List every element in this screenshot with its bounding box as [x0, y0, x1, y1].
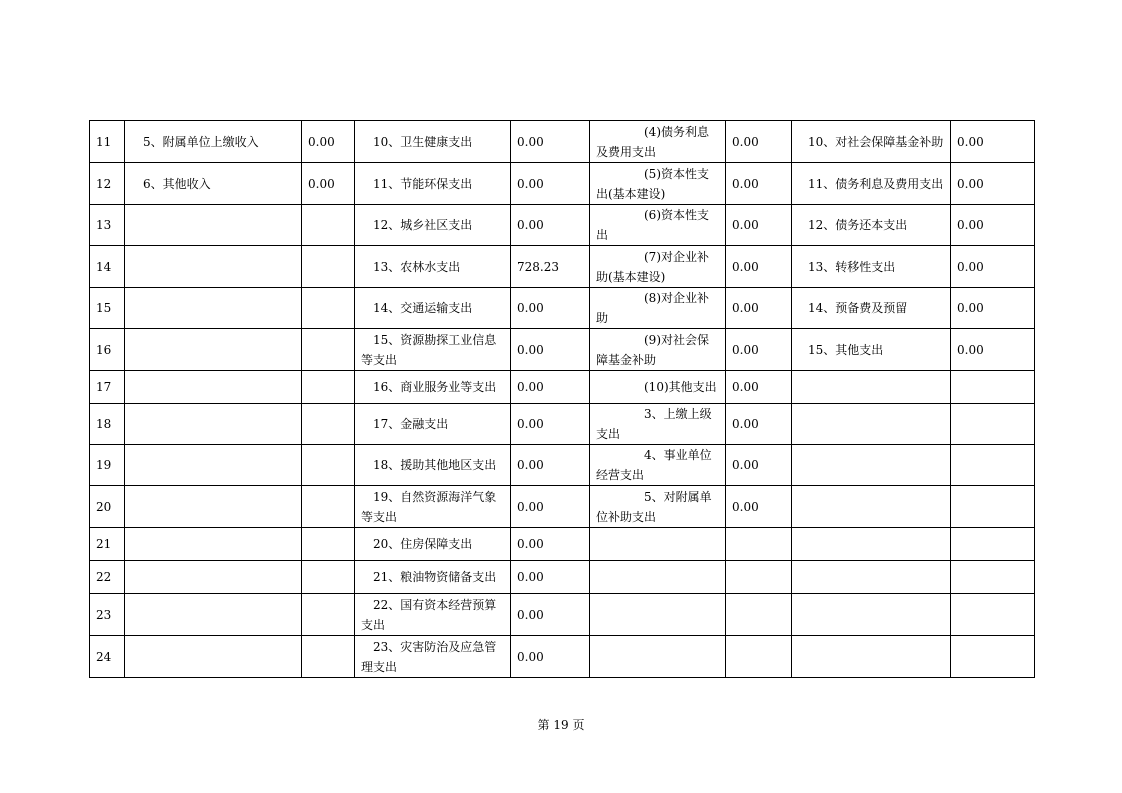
income-item-cell	[125, 205, 302, 246]
table-row	[90, 528, 1035, 561]
income-amount-cell	[302, 404, 355, 445]
table-row	[90, 205, 1035, 246]
gov-economic-amount-cell	[951, 404, 1035, 445]
gov-economic-item-cell	[792, 371, 951, 404]
function-expense-amount-cell: 0.00	[511, 329, 590, 371]
economic-expense-amount-cell: 0.00	[726, 486, 792, 528]
row-number-cell: 20	[90, 486, 125, 528]
table-row	[90, 636, 1035, 678]
income-amount-cell	[302, 445, 355, 486]
gov-economic-item-cell: 14、预备费及预留	[792, 288, 951, 329]
row-number-cell: 23	[90, 594, 125, 636]
gov-economic-amount-cell	[951, 371, 1035, 404]
gov-economic-item-cell: 15、其他支出	[792, 329, 951, 371]
row-number-cell: 16	[90, 329, 125, 371]
table-row	[90, 329, 1035, 371]
gov-economic-item-cell: 10、对社会保障基金补助	[792, 121, 951, 163]
gov-economic-item-cell: 12、债务还本支出	[792, 205, 951, 246]
function-expense-item-cell: 13、农林水支出	[355, 246, 511, 288]
function-expense-amount-cell: 0.00	[511, 404, 590, 445]
row-number-cell: 21	[90, 528, 125, 561]
table-row	[90, 404, 1035, 445]
gov-economic-amount-cell	[951, 528, 1035, 561]
row-number-cell: 15	[90, 288, 125, 329]
economic-expense-amount-cell: 0.00	[726, 445, 792, 486]
gov-economic-amount-cell: 0.00	[951, 205, 1035, 246]
row-number-cell: 17	[90, 371, 125, 404]
table-row	[90, 121, 1035, 163]
income-item-cell	[125, 246, 302, 288]
gov-economic-amount-cell: 0.00	[951, 163, 1035, 205]
economic-expense-item-cell: (8)对企业补助	[590, 288, 726, 329]
row-number-cell: 24	[90, 636, 125, 678]
income-item-cell	[125, 329, 302, 371]
income-amount-cell	[302, 594, 355, 636]
function-expense-item-cell: 22、国有资本经营预算支出	[355, 594, 511, 636]
function-expense-amount-cell: 0.00	[511, 121, 590, 163]
function-expense-item-cell: 14、交通运输支出	[355, 288, 511, 329]
income-amount-cell	[302, 528, 355, 561]
economic-expense-item-cell: (6)资本性支出	[590, 205, 726, 246]
table-row	[90, 594, 1035, 636]
table-row	[90, 371, 1035, 404]
function-expense-amount-cell: 728.23	[511, 246, 590, 288]
income-item-cell	[125, 636, 302, 678]
income-item-cell	[125, 561, 302, 594]
function-expense-amount-cell: 0.00	[511, 486, 590, 528]
function-expense-item-cell: 11、节能环保支出	[355, 163, 511, 205]
income-amount-cell	[302, 486, 355, 528]
page-number: 第 19 页	[537, 718, 585, 732]
table-body	[90, 121, 1035, 678]
economic-expense-item-cell	[590, 528, 726, 561]
table-row	[90, 561, 1035, 594]
economic-expense-item-cell	[590, 594, 726, 636]
gov-economic-amount-cell	[951, 594, 1035, 636]
income-amount-cell: 0.00	[302, 163, 355, 205]
gov-economic-item-cell	[792, 528, 951, 561]
gov-economic-amount-cell: 0.00	[951, 246, 1035, 288]
budget-table	[89, 120, 1035, 678]
function-expense-item-cell: 20、住房保障支出	[355, 528, 511, 561]
function-expense-amount-cell: 0.00	[511, 163, 590, 205]
economic-expense-amount-cell: 0.00	[726, 371, 792, 404]
economic-expense-item-cell: 4、事业单位经营支出	[590, 445, 726, 486]
economic-expense-amount-cell	[726, 594, 792, 636]
income-item-cell	[125, 288, 302, 329]
row-number-cell: 19	[90, 445, 125, 486]
income-item-cell	[125, 594, 302, 636]
income-amount-cell	[302, 636, 355, 678]
economic-expense-item-cell: (4)债务利息及费用支出	[590, 121, 726, 163]
economic-expense-amount-cell: 0.00	[726, 163, 792, 205]
table-row	[90, 288, 1035, 329]
function-expense-item-cell: 16、商业服务业等支出	[355, 371, 511, 404]
economic-expense-amount-cell: 0.00	[726, 329, 792, 371]
income-item-cell	[125, 404, 302, 445]
row-number-cell: 18	[90, 404, 125, 445]
economic-expense-item-cell: 3、上缴上级支出	[590, 404, 726, 445]
gov-economic-amount-cell	[951, 486, 1035, 528]
economic-expense-amount-cell: 0.00	[726, 246, 792, 288]
gov-economic-amount-cell: 0.00	[951, 329, 1035, 371]
function-expense-amount-cell: 0.00	[511, 561, 590, 594]
income-item-cell: 6、其他收入	[125, 163, 302, 205]
economic-expense-amount-cell: 0.00	[726, 121, 792, 163]
gov-economic-amount-cell: 0.00	[951, 288, 1035, 329]
economic-expense-amount-cell: 0.00	[726, 205, 792, 246]
function-expense-amount-cell: 0.00	[511, 636, 590, 678]
gov-economic-item-cell: 11、债务利息及费用支出	[792, 163, 951, 205]
function-expense-amount-cell: 0.00	[511, 288, 590, 329]
economic-expense-item-cell: (7)对企业补助(基本建设)	[590, 246, 726, 288]
gov-economic-amount-cell: 0.00	[951, 121, 1035, 163]
function-expense-item-cell: 15、资源勘探工业信息等支出	[355, 329, 511, 371]
row-number-cell: 12	[90, 163, 125, 205]
income-item-cell: 5、附属单位上缴收入	[125, 121, 302, 163]
function-expense-item-cell: 21、粮油物资储备支出	[355, 561, 511, 594]
gov-economic-item-cell	[792, 636, 951, 678]
row-number-cell: 22	[90, 561, 125, 594]
function-expense-amount-cell: 0.00	[511, 445, 590, 486]
income-amount-cell	[302, 205, 355, 246]
gov-economic-amount-cell	[951, 445, 1035, 486]
gov-economic-item-cell	[792, 445, 951, 486]
function-expense-item-cell: 19、自然资源海洋气象等支出	[355, 486, 511, 528]
income-amount-cell	[302, 561, 355, 594]
economic-expense-amount-cell	[726, 528, 792, 561]
gov-economic-item-cell	[792, 594, 951, 636]
income-amount-cell	[302, 246, 355, 288]
income-amount-cell	[302, 371, 355, 404]
table-row	[90, 445, 1035, 486]
function-expense-item-cell: 17、金融支出	[355, 404, 511, 445]
table-row	[90, 486, 1035, 528]
income-item-cell	[125, 486, 302, 528]
row-number-cell: 14	[90, 246, 125, 288]
function-expense-item-cell: 23、灾害防治及应急管理支出	[355, 636, 511, 678]
income-item-cell	[125, 528, 302, 561]
table-row	[90, 246, 1035, 288]
function-expense-amount-cell: 0.00	[511, 594, 590, 636]
function-expense-amount-cell: 0.00	[511, 205, 590, 246]
row-number-cell: 11	[90, 121, 125, 163]
economic-expense-item-cell: (10)其他支出	[590, 371, 726, 404]
gov-economic-item-cell	[792, 486, 951, 528]
income-amount-cell	[302, 288, 355, 329]
income-item-cell	[125, 445, 302, 486]
row-number-cell: 13	[90, 205, 125, 246]
function-expense-item-cell: 10、卫生健康支出	[355, 121, 511, 163]
economic-expense-item-cell: (9)对社会保障基金补助	[590, 329, 726, 371]
economic-expense-item-cell	[590, 636, 726, 678]
table-row	[90, 163, 1035, 205]
economic-expense-item-cell: 5、对附属单位补助支出	[590, 486, 726, 528]
gov-economic-amount-cell	[951, 636, 1035, 678]
function-expense-item-cell: 12、城乡社区支出	[355, 205, 511, 246]
economic-expense-amount-cell: 0.00	[726, 288, 792, 329]
economic-expense-amount-cell	[726, 561, 792, 594]
gov-economic-item-cell: 13、转移性支出	[792, 246, 951, 288]
gov-economic-item-cell	[792, 561, 951, 594]
gov-economic-item-cell	[792, 404, 951, 445]
income-amount-cell	[302, 329, 355, 371]
function-expense-amount-cell: 0.00	[511, 528, 590, 561]
economic-expense-amount-cell	[726, 636, 792, 678]
function-expense-item-cell: 18、援助其他地区支出	[355, 445, 511, 486]
function-expense-amount-cell: 0.00	[511, 371, 590, 404]
income-amount-cell: 0.00	[302, 121, 355, 163]
income-item-cell	[125, 371, 302, 404]
economic-expense-item-cell	[590, 561, 726, 594]
economic-expense-amount-cell: 0.00	[726, 404, 792, 445]
economic-expense-item-cell: (5)资本性支出(基本建设)	[590, 163, 726, 205]
gov-economic-amount-cell	[951, 561, 1035, 594]
